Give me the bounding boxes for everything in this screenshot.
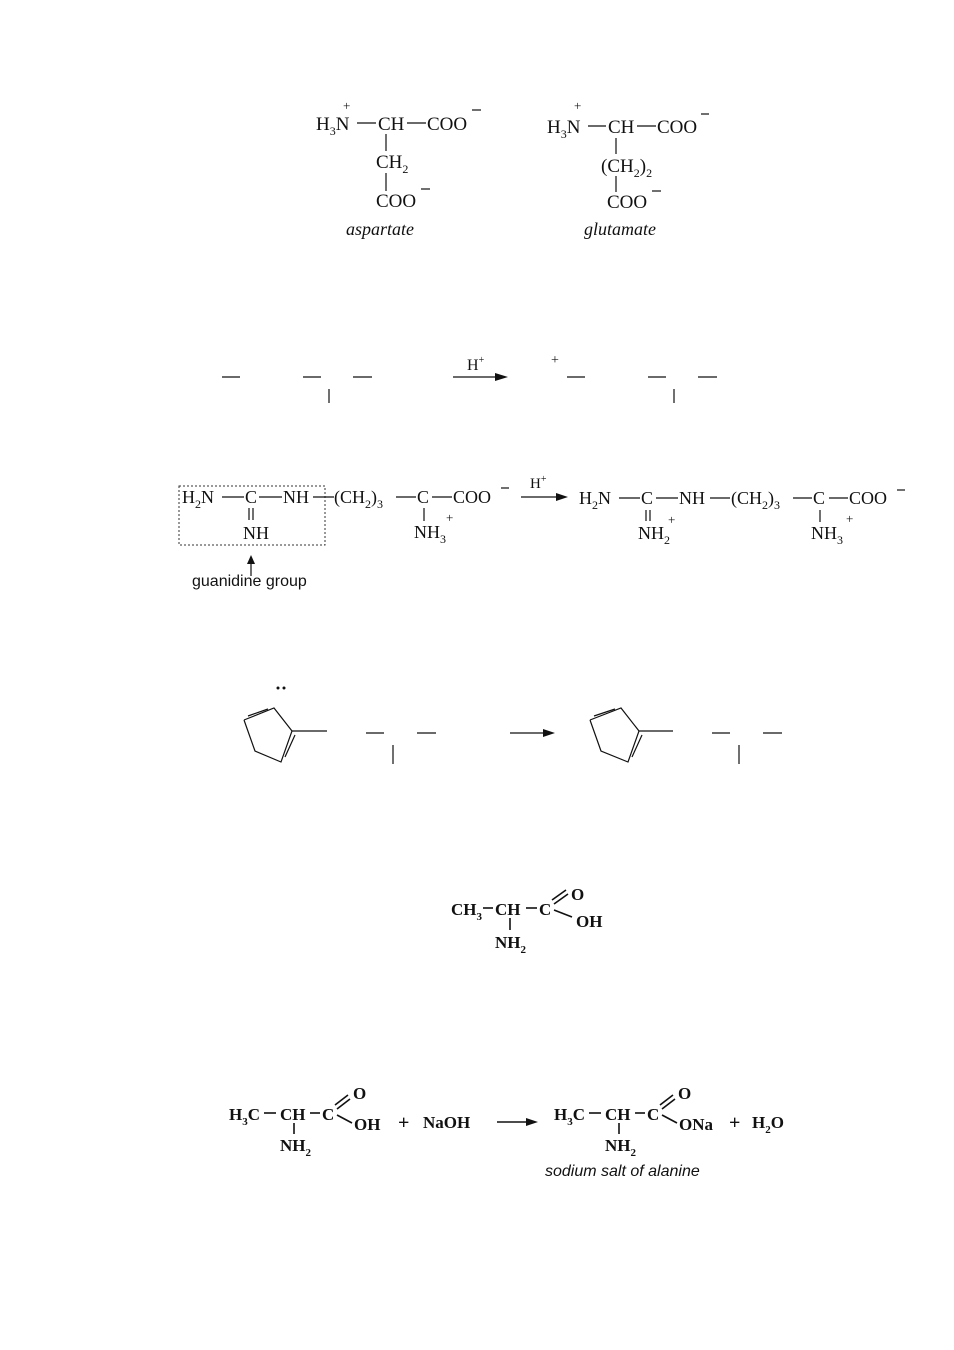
svg-text:+: + xyxy=(343,98,351,113)
svg-text:COO: COO xyxy=(453,487,492,507)
svg-text:H3N: $H_3N$ xyxy=(547,117,581,141)
svg-text:NH: NH xyxy=(243,523,269,543)
svg-text:COO: COO xyxy=(376,191,417,212)
svg-text:CH: CH xyxy=(495,900,521,919)
svg-text:NH2: $NH_2$ xyxy=(495,933,526,956)
sodium-salt-caption: sodium salt of alanine xyxy=(545,1163,700,1180)
svg-text:NH3: $NH_3$ xyxy=(414,522,446,546)
svg-text:CH3: $CH_3$ xyxy=(451,900,482,923)
svg-text:(CH2)2: $(CH_2)_2$ xyxy=(601,156,653,180)
svg-text:C: C xyxy=(641,488,654,508)
svg-text:C: C xyxy=(322,1105,335,1124)
svg-text:+: + xyxy=(846,511,854,526)
svg-text:COO: COO xyxy=(607,192,648,213)
alanine-naoh-reaction xyxy=(229,1084,816,1180)
imidazole-ring-left xyxy=(244,708,327,762)
svg-text:COO: COO xyxy=(657,117,698,138)
svg-text:H2N: $H_2N$ xyxy=(579,488,611,512)
svg-text:NH2: $NH_2$ xyxy=(638,523,670,547)
glutamate-structure xyxy=(547,98,709,239)
imidazole-ring-right xyxy=(590,708,673,762)
svg-text:+: + xyxy=(668,512,676,527)
svg-text:O: O xyxy=(353,1084,367,1103)
lysine-reaction-fragment xyxy=(222,353,717,403)
svg-text:C: C xyxy=(539,900,552,919)
svg-text:H2N: $H_2N$ xyxy=(182,487,214,511)
svg-text:O: O xyxy=(571,885,585,904)
alanine-structure xyxy=(451,885,602,956)
glutamate-caption: glutamate xyxy=(584,219,656,239)
svg-text:H+: H+ xyxy=(530,474,547,492)
histidine-reaction-fragment xyxy=(244,687,782,765)
svg-text:O: O xyxy=(678,1084,692,1103)
svg-text:(CH2)3: $(CH_2)_3$ xyxy=(334,487,383,511)
svg-text:+: + xyxy=(729,1112,741,1134)
svg-text:COO: COO xyxy=(427,114,468,135)
svg-text:H3N: $H_3N$ xyxy=(316,114,350,138)
svg-text:NH3: $NH_3$ xyxy=(811,523,843,547)
guanidine-caption: guanidine group xyxy=(192,573,307,590)
svg-text:CH: CH xyxy=(608,117,635,138)
svg-text:CH2: $CH_2$ xyxy=(376,152,409,176)
svg-text:C: C xyxy=(647,1105,660,1124)
svg-text:C: C xyxy=(417,487,430,507)
svg-text:C: C xyxy=(813,488,826,508)
aspartate-structure xyxy=(316,98,481,239)
water-label: $H_2O$ xyxy=(752,1113,784,1136)
svg-text:ONa: ONa xyxy=(679,1115,713,1134)
svg-text:H3C: $H_3C$ xyxy=(229,1105,261,1128)
svg-text:+: + xyxy=(446,510,454,525)
svg-text:(CH2)3: $(CH_2)_3$ xyxy=(731,488,780,512)
svg-text:NH2: $NH_2$ xyxy=(280,1136,311,1159)
svg-text:NH: NH xyxy=(679,488,705,508)
svg-text:H3C: $H_3C$ xyxy=(554,1105,586,1128)
svg-text:C: C xyxy=(245,487,258,507)
svg-text:+: + xyxy=(551,353,559,368)
svg-text:CH: CH xyxy=(280,1105,306,1124)
arginine-reaction xyxy=(179,474,905,590)
svg-text:NH2: $NH_2$ xyxy=(605,1136,636,1159)
aspartate-caption: aspartate xyxy=(346,219,415,239)
svg-text:+: + xyxy=(574,98,582,113)
svg-text:H+: H+ xyxy=(467,355,485,374)
svg-text:OH: OH xyxy=(354,1115,381,1134)
svg-text:OH: OH xyxy=(576,912,603,931)
svg-text:NH: NH xyxy=(283,487,309,507)
svg-text:CH: CH xyxy=(605,1105,631,1124)
svg-text:COO: COO xyxy=(849,488,888,508)
svg-text:CH: CH xyxy=(378,114,405,135)
svg-text:+: + xyxy=(398,1112,410,1134)
naoh-label: NaOH xyxy=(423,1113,471,1132)
